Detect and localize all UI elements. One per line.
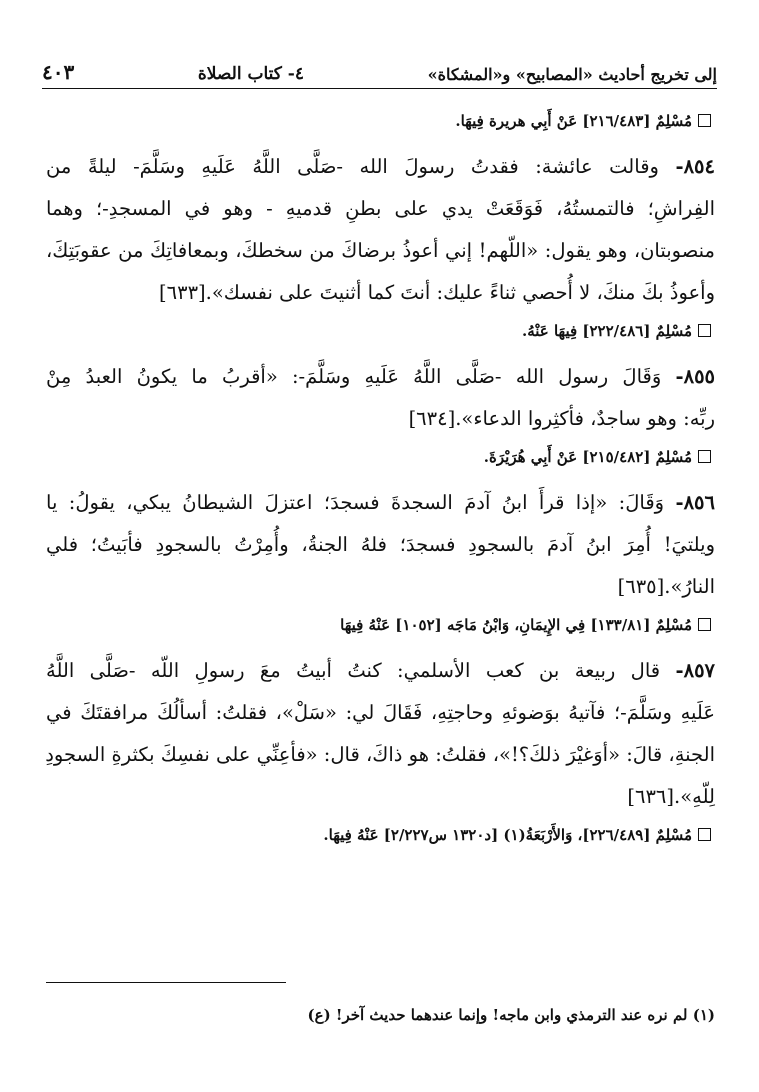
square-bullet-icon [698,114,711,127]
source-reference [46,318,711,344]
hadith-line [46,734,715,776]
hadith-number: ٨٥٧- [675,659,716,682]
hadith-line [46,650,715,692]
hadith-number: ٨٥٦- [675,491,715,514]
hadith-paragraph [46,482,715,608]
hadith-line [46,188,715,230]
footnote: (١) لم نره عند الترمذي وابن ماجه! وإنما عندهما حديث آخر! (ع) [307,1006,715,1024]
source-reference [46,612,711,638]
hadith-number: ٨٥٥- [675,365,716,388]
hadith-line [46,692,715,734]
square-bullet-icon [698,618,711,631]
hadith-paragraph [46,356,715,440]
hadith-number: ٨٥٤- [675,155,715,178]
hadith-text: وأعوذُ بكَ منكَ، لا أُحصي ثناءً عليك: أنتَ كما أثنيتَ على نفسك».[٦٣٣] [159,281,715,304]
hadith-text: النارُ».[٦٣٥] [617,575,715,598]
header-chapter: ٤- كتاب الصلاة [197,64,304,84]
header-book-title: إلى تخريج أحاديث «المصابيح» و«المشكاة» [427,65,717,84]
hadith-paragraph [46,146,715,314]
hadith-text: قال ربيعة بن كعب الأسلمي: كنتُ أبيتُ معَ رسولِ اللّه -صَلَّى اللَّهُ [46,659,661,682]
source-text: مُسْلِمٌ [٢١٥/٤٨٢] عَنْ أَبِي هُرَيْرَةَ. [483,448,692,466]
square-bullet-icon [698,324,711,337]
hadith-text: لِلّهِ».[٦٣٦] [627,785,715,808]
source-reference [46,108,711,134]
square-bullet-icon [698,450,711,463]
footnote-divider [46,982,286,983]
hadith-text: وَقَالَ رسول الله -صَلَّى اللَّهُ عَلَيهِ وسَلَّمَ-: «أقربُ ما يكونُ العبدُ مِنْ [46,365,662,388]
hadith-line [46,146,715,188]
hadith-line [46,566,715,608]
hadith-text: وقالت عائشة: فقدتُ رسولَ الله -صَلَّى اللَّهُ عَلَيهِ وسَلَّمَ- ليلةً من [46,155,659,178]
hadith-line [46,524,715,566]
hadith-text: ويلتيَ! أُمِرَ ابنُ آدمَ بالسجودِ فسجدَ؛ فلهُ الجنةُ، وأُمِرْتُ بالسجودِ فأبَيتُ؛ فلي [46,533,715,556]
source-text: مُسْلِمٌ [٢٢٢/٤٨٦] فِيهَا عَنْهُ. [522,322,692,340]
hadith-text: منصوبتان، وهو يقول: «اللّهم! إني أعوذُ برضاكَ من سخطكَ، وبمعافاتِكَ من عقوبَتِكَ، [46,239,715,262]
page-header [42,52,717,89]
source-text: مُسْلِمٌ [٢١٦/٤٨٣] عَنْ أَبِي هريرة فِيهَا. [455,112,692,130]
source-reference [46,444,711,470]
hadith-line [46,230,715,272]
hadith-line [46,356,715,398]
hadith-line [46,398,715,440]
square-bullet-icon [698,828,711,841]
hadith-text: وَقَالَ: «إذا قرأَ ابنُ آدمَ السجدةَ فسجدَ؛ اعتزلَ الشيطانُ يبكي، يقولُ: يا [46,491,665,514]
hadith-text: الفِراشِ؛ فالتمستُهُ، فَوَقَعَتْ يدي على بطنِ قدميهِ - وهو في المسجدِ-؛ وهما [46,197,715,220]
hadith-text: ربِّه: وهو ساجدٌ، فأكثِروا الدعاء».[٦٣٤] [408,407,715,430]
hadith-line [46,272,715,314]
page-number: ٤٠٣ [42,60,75,84]
hadith-text: الجنةِ، قالَ: «أوَغيْرَ ذلكَ؟!»، فقلتُ: هو ذاكَ، قال: «فأعِنِّي على نفسِكَ بكثرةِ السجودِ [45,743,715,766]
hadith-line [46,482,715,524]
hadith-text: عَلَيهِ وسَلَّمَ-؛ فآتيهُ بوَضوئهِ وحاجتِهِ، فَقَالَ لي: «سَلْ»، فقلتُ: أسألُكَ مرافقتَكَ في [46,701,715,724]
source-reference [46,822,711,848]
hadith-paragraph [46,650,715,818]
source-text: مُسْلِمٌ [١٣٣/٨١] فِي الإِيمَانِ، وَابْنُ مَاجَه [١٠٥٢] عَنْهُ فِيهَا [340,616,692,634]
page-content [46,104,715,860]
hadith-line [46,776,715,818]
source-text: مُسْلِمٌ [٢٢٦/٤٨٩]، وَالأَرْبَعَةُ(١) [د١٣٢٠ س٢/٢٢٧] عَنْهُ فِيهَا. [323,826,692,844]
